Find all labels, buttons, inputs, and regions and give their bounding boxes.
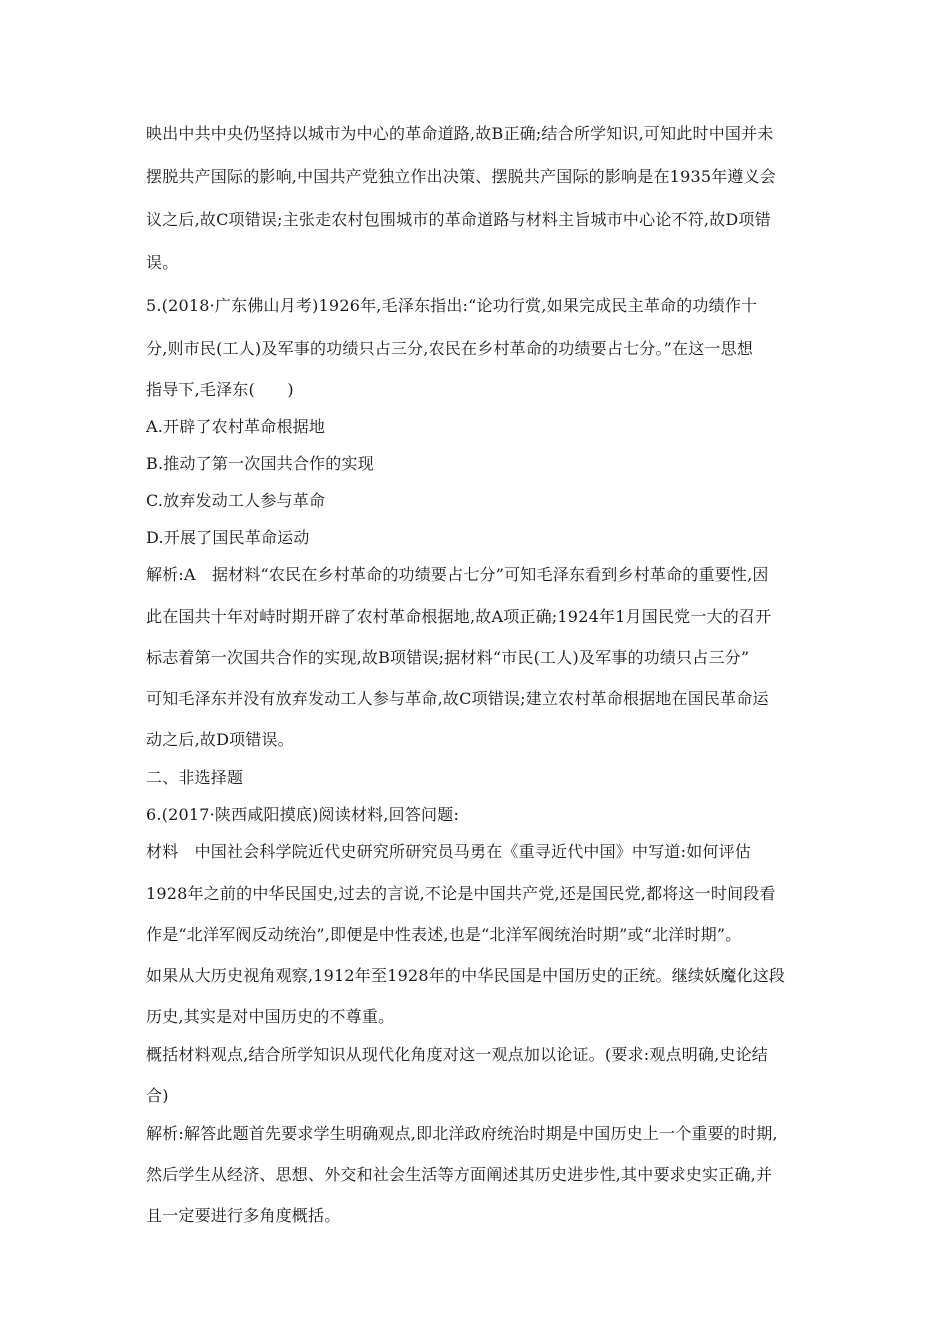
text-line: 摆脱共产国际的影响,中国共产党独立作出决策、摆脱共产国际的影响是在1935年遵义会 (146, 167, 777, 186)
text-line: 议之后,故C项错误;主张走农村包围城市的革命道路与材料主旨城市中心论不符,故D项错 (146, 210, 771, 229)
text-line: 映出中共中央仍坚持以城市为中心的革命道路,故B正确;结合所学知识,可知此时中国并未 (146, 124, 774, 143)
text-line: 误。 (146, 253, 179, 272)
material-text: 作是“北洋军阀反动统治”,即便是中性表述,也是“北洋军阀统治时期”或“北洋时期”。 (146, 925, 742, 944)
analysis-text: 且一定要进行多角度概括。 (146, 1206, 341, 1225)
question-6-stem: 6.(2017·陕西咸阳摸底)阅读材料,回答问题: (146, 805, 460, 824)
material-text: 1928年之前的中华民国史,过去的言说,不论是中国共产党,还是国民党,都将这一时间段看 (146, 884, 776, 903)
question-6-prompt: 合) (146, 1086, 169, 1105)
question-5-stem: 指导下,毛泽东( ) (146, 380, 294, 399)
analysis-text: 标志着第一次国共合作的实现,故B项错误;据材料“市民(工人)及军事的功绩只占三分” (146, 648, 750, 667)
option-b: B.推动了第一次国共合作的实现 (146, 454, 374, 473)
question-6-prompt: 概括材料观点,结合所学知识从现代化角度对这一观点加以论证。(要求:观点明确,史论结 (146, 1045, 769, 1064)
analysis-text: 解析:解答此题首先要求学生明确观点,即北洋政府统治时期是中国历史上一个重要的时期, (146, 1124, 778, 1143)
analysis-text: 可知毛泽东并没有放弃发动工人参与革命,故C项错误;建立农村革命根据地在国民革命运 (146, 689, 769, 708)
analysis-text: 解析:A 据材料“农民在乡村革命的功绩要占七分”可知毛泽东看到乡村革命的重要性,因 (146, 565, 769, 584)
option-c: C.放弃发动工人参与革命 (146, 491, 326, 510)
analysis-text: 然后学生从经济、思想、外交和社会生活等方面阐述其历史进步性,其中要求史实正确,并 (146, 1165, 773, 1184)
material-text: 历史,其实是对中国历史的不尊重。 (146, 1007, 395, 1026)
analysis-text: 此在国共十年对峙时期开辟了农村革命根据地,故A项正确;1924年1月国民党一大的召开 (146, 607, 772, 626)
section-heading: 二、非选择题 (146, 768, 244, 787)
option-a: A.开辟了农村革命根据地 (146, 417, 326, 436)
analysis-text: 动之后,故D项错误。 (146, 730, 294, 749)
option-d: D.开展了国民革命运动 (146, 528, 310, 547)
question-5-stem: 分,则市民(工人)及军事的功绩只占三分,农民在乡村革命的功绩要占七分。”在这一思想 (146, 339, 754, 358)
material-text: 如果从大历史视角观察,1912年至1928年的中华民国是中国历史的正统。继续妖魔化这段 (146, 966, 786, 985)
material-text: 材料 中国社会科学院近代史研究所研究员马勇在《重寻近代中国》中写道:如何评估 (146, 842, 751, 861)
question-5-stem: 5.(2018·广东佛山月考)1926年,毛泽东指出:“论功行赏,如果完成民主革命的功绩作十 (146, 296, 758, 315)
